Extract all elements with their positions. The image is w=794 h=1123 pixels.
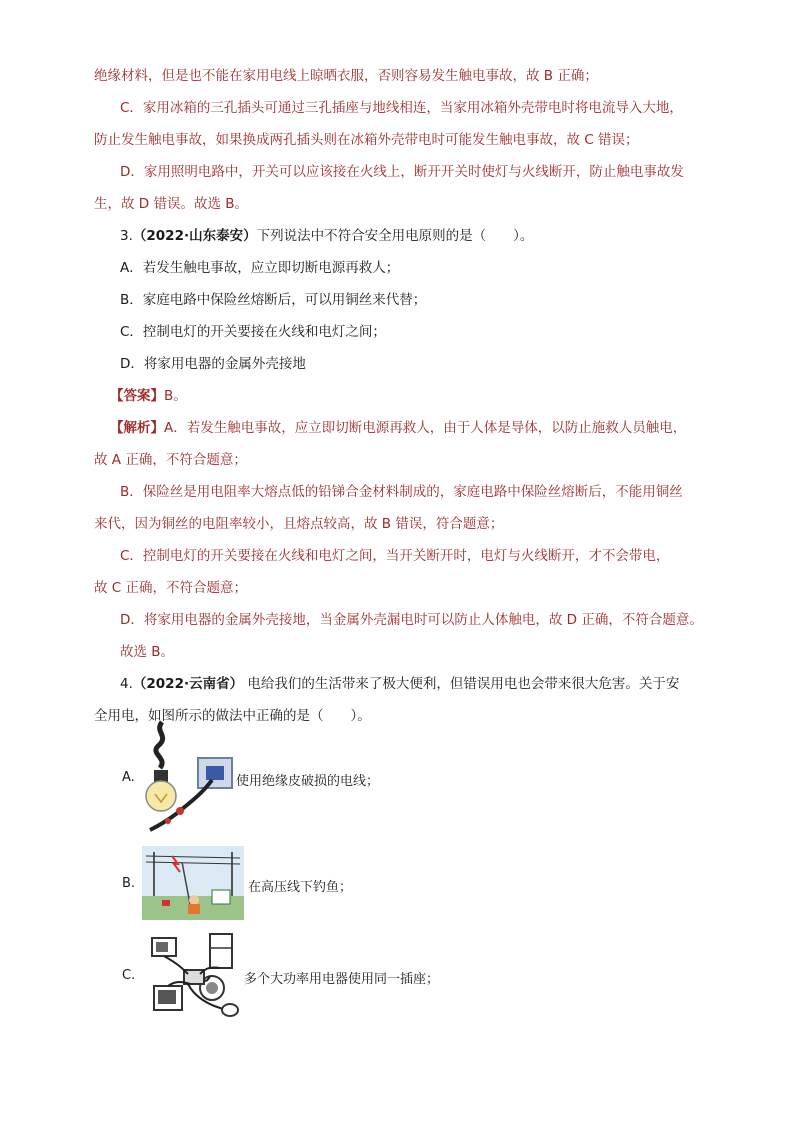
q4-option-b-letter: B. [122, 876, 136, 891]
analysis-prev-c-line1: C．家用冰箱的三孔插头可通过三孔插座与地线相连，当家用冰箱外壳带电时将电流导入大地， [120, 100, 683, 116]
q3-stem: 下列说法中不符合安全用电原则的是（ ）。 [256, 228, 534, 244]
q3-stem-line [120, 226, 533, 246]
q3-analysis-b2: 来代，因为铜丝的电阻率较小，且熔点较高，故 B 错误，符合题意； [94, 516, 504, 532]
q3-analysis-label: 【解析】 [110, 420, 164, 436]
analysis-prev-c-line2: 防止发生触电事故，如果换成两孔插头则在冰箱外壳带电时可能发生触电事故，故 C 错误； [94, 132, 639, 148]
q3-analysis-a1: A．若发生触电事故，应立即切断电源再救人，由于人体是导体，以防止施救人员触电， [164, 420, 687, 436]
q4-stem-line1 [120, 674, 679, 694]
q4-option-c-text: 多个大功率用电器使用同一插座； [244, 972, 440, 987]
q4-stem-line2: 全用电，如图所示的做法中正确的是（ ）。 [94, 708, 371, 724]
q4-option-b-text: 在高压线下钓鱼； [248, 880, 353, 895]
q3-source: （2022·山东泰安） [132, 228, 257, 244]
q3-answer-label: 【答案】 [110, 388, 164, 404]
q3-conclusion: 故选 B。 [120, 644, 175, 660]
analysis-prev-d-line2: 生，故 D 错误。故选 B。 [94, 196, 249, 212]
q3-analysis-c2: 故 C 正确，不符合题意； [94, 580, 248, 596]
q3-option-c: C．控制电灯的开关要接在火线和电灯之间； [120, 324, 386, 340]
q3-option-d: D．将家用电器的金属外壳接地 [120, 356, 306, 372]
q3-analysis-b1: B．保险丝是用电阻率大熔点低的铅锑合金材料制成的，家庭电路中保险丝熔断后，不能用铜丝 [120, 484, 683, 500]
q3-analysis-c1: C．控制电灯的开关要接在火线和电灯之间，当开关断开时，电灯与火线断开，才不会带电， [120, 548, 670, 564]
q4-option-a-text: 使用绝缘皮破损的电线； [236, 774, 380, 789]
q4-option-a-letter: A. [122, 770, 135, 785]
q3-option-a: A．若发生触电事故，应立即切断电源再救人； [120, 260, 400, 276]
q3-option-b: B．家庭电路中保险丝熔断后，可以用铜丝来代替； [120, 292, 427, 308]
q4-stem1: 电给我们的生活带来了极大便利，但错误用电也会带来很大危害。关于安 [243, 676, 680, 692]
q3-number: 3. [120, 228, 133, 244]
q3-answer-line [110, 386, 187, 406]
fishing-under-power-line-illustration [142, 846, 244, 920]
damaged-wire-illustration [140, 718, 240, 838]
analysis-prev-line1: 绝缘材料，但是也不能在家用电线上晾晒衣服，否则容易发生触电事故，故 B 正确； [94, 68, 598, 84]
q3-analysis-a1-line [110, 418, 686, 438]
q3-answer-value: B。 [164, 388, 187, 404]
analysis-prev-d-line1: D．家用照明电路中，开关可以应该接在火线上，断开开关时使灯与火线断开，防止触电事故发 [120, 164, 684, 180]
q4-number: 4. [120, 676, 133, 692]
overloaded-socket-illustration [148, 930, 242, 1020]
q4-option-c-letter: C. [122, 968, 136, 983]
q3-analysis-d1: D．将家用电器的金属外壳接地，当金属外壳漏电时可以防止人体触电，故 D 正确，不符合题意。 [120, 612, 703, 628]
q3-analysis-a2: 故 A 正确，不符合题意； [94, 452, 247, 468]
q4-source: （2022·云南省） [132, 676, 244, 692]
